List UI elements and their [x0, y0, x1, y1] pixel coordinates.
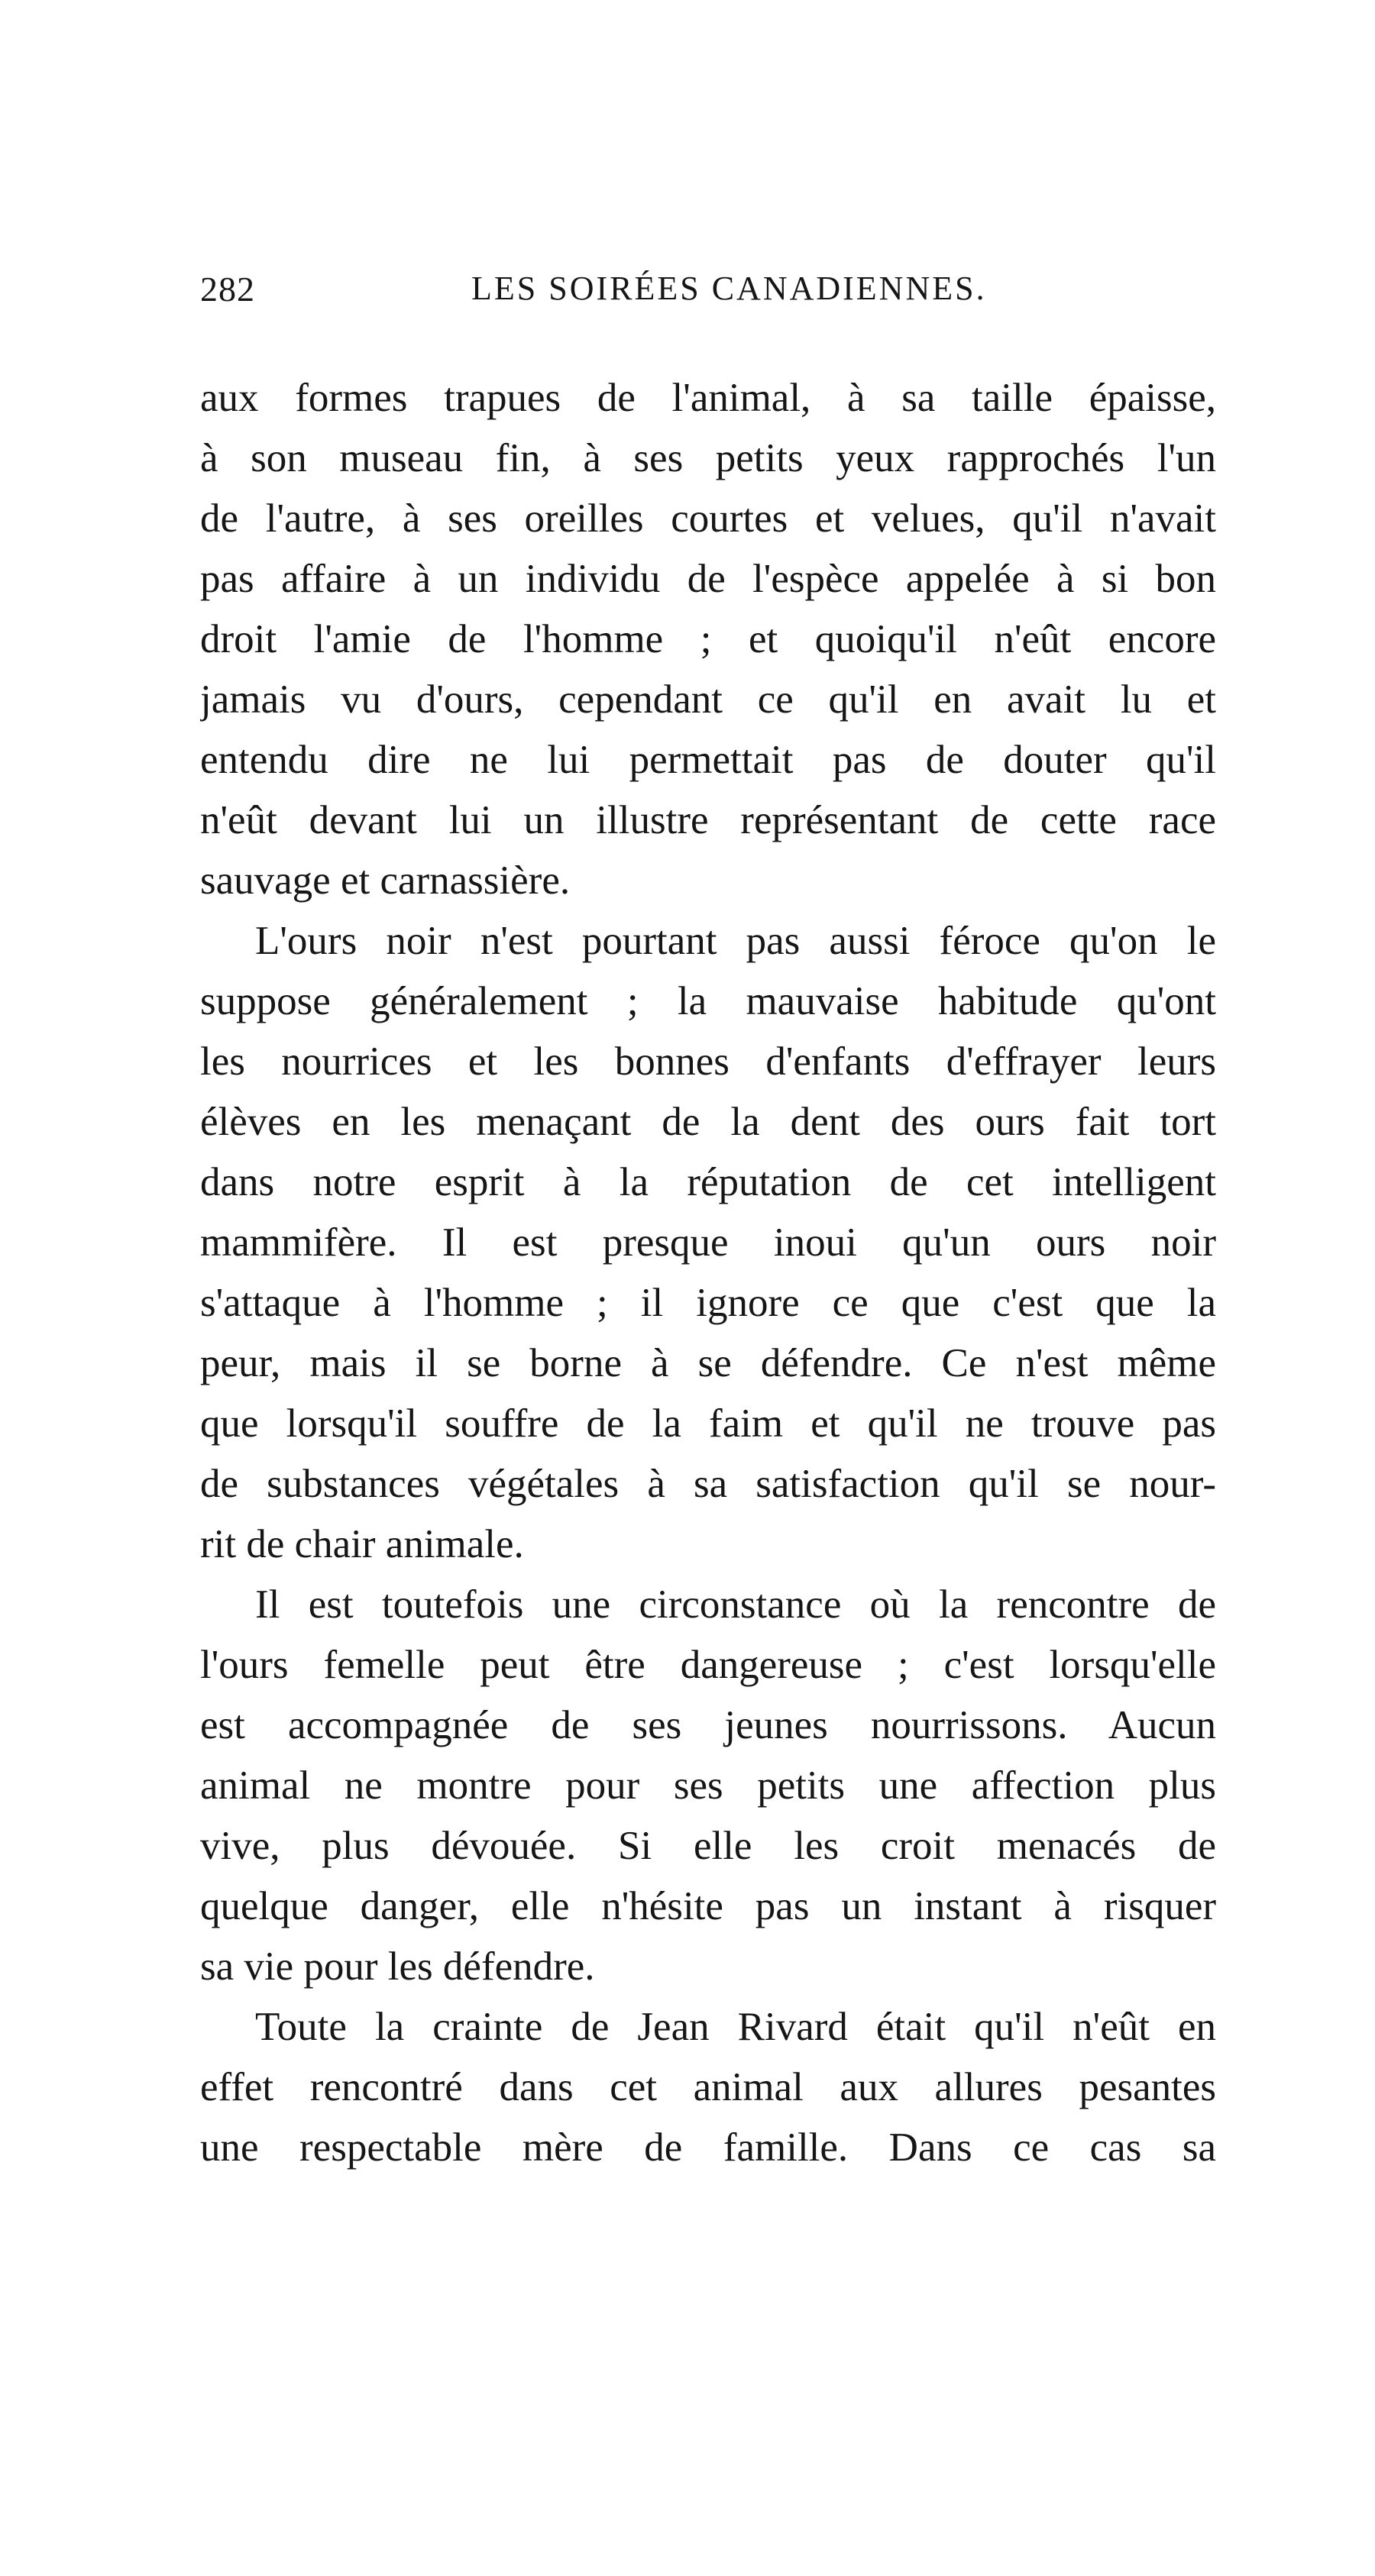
text-line: quelque danger, elle n'hésite pas un instant à risquer — [200, 1884, 1216, 1928]
text-line: de substances végétales à sa satisfaction qu'il se nour- — [200, 1462, 1216, 1506]
text-line: sauvage et carnassière. — [200, 858, 571, 903]
text-line: jamais vu d'ours, cependant ce qu'il en avait lu et — [200, 677, 1216, 722]
text-line: sa vie pour les défendre. — [200, 1944, 595, 1989]
text-line: à son museau fin, à ses petits yeux rapprochés l'un — [200, 436, 1216, 480]
text-line: vive, plus dévouée. Si elle les croit menacés de — [200, 1824, 1216, 1868]
body-text — [200, 368, 1216, 2178]
text-line: suppose généralement ; la mauvaise habitude qu'ont — [200, 979, 1216, 1023]
paragraph — [200, 1575, 1216, 1997]
text-line: de l'autre, à ses oreilles courtes et velues, qu'il n'avait — [200, 496, 1216, 541]
text-line: rit de chair animale. — [200, 1522, 524, 1566]
text-line: aux formes trapues de l'animal, à sa taille épaisse, — [200, 376, 1216, 420]
running-head: LES SOIRÉES CANADIENNES. — [471, 270, 987, 307]
text-line: s'attaque à l'homme ; il ignore ce que c'est que la — [200, 1281, 1216, 1325]
text-line: L'ours noir n'est pourtant pas aussi féroce qu'on le — [255, 919, 1216, 963]
page-number: 282 — [200, 270, 255, 309]
text-line: droit l'amie de l'homme ; et quoiqu'il n'eût encore — [200, 617, 1216, 661]
paragraph — [200, 1997, 1216, 2178]
text-line: n'eût devant lui un illustre représentant de cette race — [200, 798, 1216, 842]
text-line: peur, mais il se borne à se défendre. Ce n'est même — [200, 1341, 1216, 1385]
text-line: effet rencontré dans cet animal aux allures pesantes — [200, 2065, 1216, 2109]
text-line: que lorsqu'il souffre de la faim et qu'il ne trouve pas — [200, 1401, 1216, 1446]
text-line: l'ours femelle peut être dangereuse ; c'est lorsqu'elle — [200, 1643, 1216, 1687]
paragraph — [200, 368, 1216, 911]
text-line: est accompagnée de ses jeunes nourrissons. Aucun — [200, 1703, 1216, 1747]
text-line: pas affaire à un individu de l'espèce appelée à si bon — [200, 557, 1216, 601]
text-line: Toute la crainte de Jean Rivard était qu'il n'eût en — [255, 2005, 1216, 2049]
text-line: les nourrices et les bonnes d'enfants d'effrayer leurs — [200, 1039, 1216, 1084]
text-line: entendu dire ne lui permettait pas de douter qu'il — [200, 738, 1216, 782]
text-line: dans notre esprit à la réputation de cet intelligent — [200, 1160, 1216, 1204]
text-line: élèves en les menaçant de la dent des ours fait tort — [200, 1100, 1216, 1144]
paragraph — [200, 911, 1216, 1575]
text-line: animal ne montre pour ses petits une affection plus — [200, 1763, 1216, 1808]
text-line: une respectable mère de famille. Dans ce cas sa — [200, 2125, 1216, 2170]
text-line: Il est toutefois une circonstance où la rencontre de — [255, 1582, 1216, 1627]
text-line: mammifère. Il est presque inoui qu'un ours noir — [200, 1220, 1216, 1265]
page-header — [200, 269, 1216, 315]
